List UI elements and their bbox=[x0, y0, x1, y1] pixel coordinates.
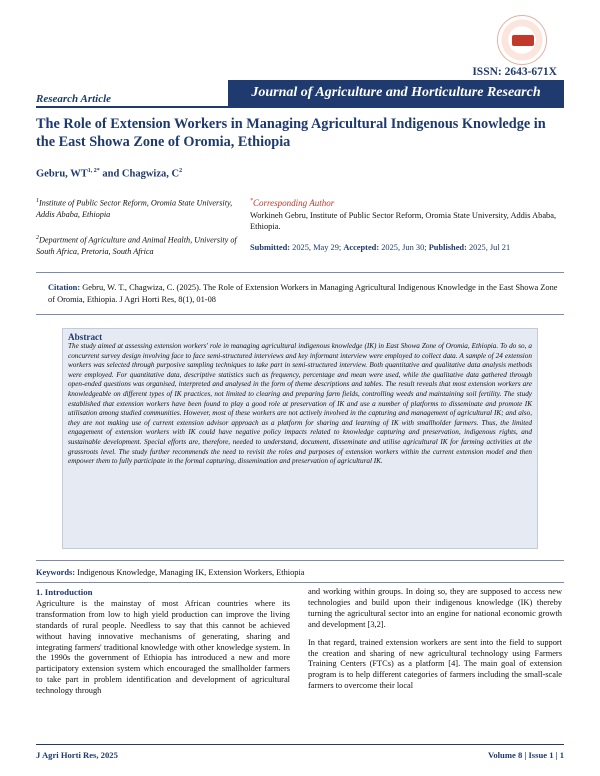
affiliation-1-sup: 1 bbox=[36, 198, 39, 204]
journal-logo-icon bbox=[497, 15, 547, 65]
affiliation-1-text: Institute of Public Sector Reform, Oromia State University, Addis Ababa, Ethiopia bbox=[36, 198, 233, 219]
author-and: and bbox=[99, 168, 122, 180]
footer-divider bbox=[36, 744, 564, 745]
keywords-label: Keywords: bbox=[36, 568, 76, 577]
citation-bottom-rule bbox=[36, 314, 564, 315]
footer-volume: Volume 8 | Issue 1 | 1 bbox=[487, 750, 564, 760]
published-label: Published: bbox=[428, 243, 467, 252]
abstract-heading: Abstract bbox=[68, 332, 103, 342]
affiliation-2 bbox=[36, 233, 246, 257]
article-type: Research Article bbox=[36, 93, 112, 105]
issn: ISSN: 2643-671X bbox=[472, 66, 557, 78]
citation-label: Citation: bbox=[48, 283, 81, 292]
submitted-label: Submitted: bbox=[250, 243, 291, 252]
keywords-bottom-rule bbox=[36, 582, 564, 583]
author-2[interactable]: Chagwiza, C bbox=[121, 168, 180, 180]
affiliation-2-text: Department of Agriculture and Animal Health, University of South Africa, Pretoria, South Africa bbox=[36, 235, 237, 256]
paper-title: The Role of Extension Workers in Managing Agricultural Indigenous Knowledge in the East Showa Zone of Oromia, Ethiopia bbox=[36, 116, 546, 150]
right-column bbox=[308, 587, 562, 699]
accepted-label: Accepted: bbox=[343, 243, 380, 252]
dates bbox=[250, 243, 510, 252]
corresponding-label-text: Corresponding Author bbox=[253, 198, 335, 208]
tractor-icon bbox=[512, 35, 534, 46]
abstract-body: The study aimed at assessing extension workers' role in managing agricultural indigenous knowledge (IK) in East Showa Zone of Oromia, Ethiopia. To do so, a concurrent survey design involving face to face semi-structured interviews and key informant interview were employed to collect data. A sample of 24 extension workers was selected through purposive sampling techniques to take part in semi-structured interview. Both quantitative and qualitative data analysis methods were employed. For quantitative data, descriptive statistics such as frequency, percentage and mean were used, while the qualitative data gathered through open-ended questions was organised, interpreted and analysed in the form of theme descriptions and tables. The result reveals that most extension workers are knowledgeable on different types of IK practices, not limited to clearing and preparing farm fields, controlling weeds and maintaining soil fertility. The study established that extension workers have been found to play a good role at preservation of IK and use a number of platforms to disseminate and promote IK utilisation among studied communities. However, most of these workers are not actively involved in the capturing and management of agricultural IK; and also, they are not making use of current extension advisor approach as a platform for sharing and learning of IK with smallholder farmers. Thus, the limited engagement of extension workers with IK could have negative policy impacts related to knowledge capturing and preservation, indigenous rights, and sustainable development. Special efforts are, therefore, needed to understand, document, disseminate and utilise agricultural IK for farming activities at the grassroots level. The study further recommends the need to revisit the roles and purposes of extension workers within the current extension model and then empower them to fully participate in the formal capturing, dissemination and preservation of agricultural IK. bbox=[68, 342, 532, 466]
author-1-sup: 1, 2* bbox=[87, 168, 100, 174]
author-2-sup: 2 bbox=[179, 168, 183, 174]
footer-journal: J Agri Horti Res, 2025 bbox=[36, 750, 118, 760]
affiliation-1 bbox=[36, 196, 246, 220]
abstract-box bbox=[62, 328, 538, 549]
left-column bbox=[36, 587, 290, 704]
intro-right-paragraph-1: and working within groups. In doing so, they are supposed to access new technologies and build upon their indigenous knowledge (IK) thereby turning the agricultural sector into an engine for national economic growth and development [3,2]. bbox=[308, 587, 562, 629]
keywords bbox=[36, 568, 305, 577]
keywords-top-rule bbox=[36, 560, 564, 561]
citation-top-rule bbox=[36, 272, 564, 273]
citation-text: Gebru, W. T., Chagwiza, C. (2025). The Role of Extension Workers in Managing Agricultural Indigenous Knowledge in the East Showa Zone of Oromia, Ethiopia. J Agri Horti Res, 8(1), 01-08 bbox=[48, 283, 558, 304]
author-1[interactable]: Gebru, WT bbox=[36, 168, 88, 180]
published-date: 2025, Jul 21 bbox=[466, 243, 511, 252]
corresponding-sup: * bbox=[250, 198, 253, 204]
affiliation-2-sup: 2 bbox=[36, 235, 39, 241]
intro-right-paragraph-2: In that regard, trained extension workers are sent into the field to support the creation and sharing of new agricultural technology using Farmers Training Centers (FTCs) as a platform [4]. The main goal of extension program is to help different categories of farmers including the small-scale farmers to overcome their local bbox=[308, 637, 562, 691]
authors bbox=[36, 168, 182, 180]
corresponding-text: Workineh Gebru, Institute of Public Sector Reform, Oromia State University, Addis Ababa, Ethiopia. bbox=[250, 210, 557, 231]
corresponding-author bbox=[250, 196, 566, 233]
keywords-text: Indigenous Knowledge, Managing IK, Extension Workers, Ethiopia bbox=[75, 568, 305, 577]
header-divider bbox=[36, 106, 564, 108]
journal-name: Journal of Agriculture and Horticulture Research bbox=[228, 80, 564, 106]
citation bbox=[48, 282, 558, 306]
intro-heading: 1. Introduction bbox=[36, 587, 93, 597]
corresponding-label bbox=[250, 196, 566, 210]
accepted-date: 2025, Jun 30; bbox=[379, 243, 427, 252]
submitted-date: 2025, May 29; bbox=[290, 243, 342, 252]
intro-left-paragraph: Agriculture is the mainstay of most African countries where its transformation from low to high yield production can improve the living standards of rural people. Needless to say that this cannot be achieved without having innovative mechanisms of generating, sharing and integrating farmers' traditional knowledge with other knowledge system. In the 1990s the government of Ethiopia has introduced a new and more participatory extension system which encouraged the smallholder farmers to take part in problem identification and development of agricultural technology through bbox=[36, 598, 290, 696]
